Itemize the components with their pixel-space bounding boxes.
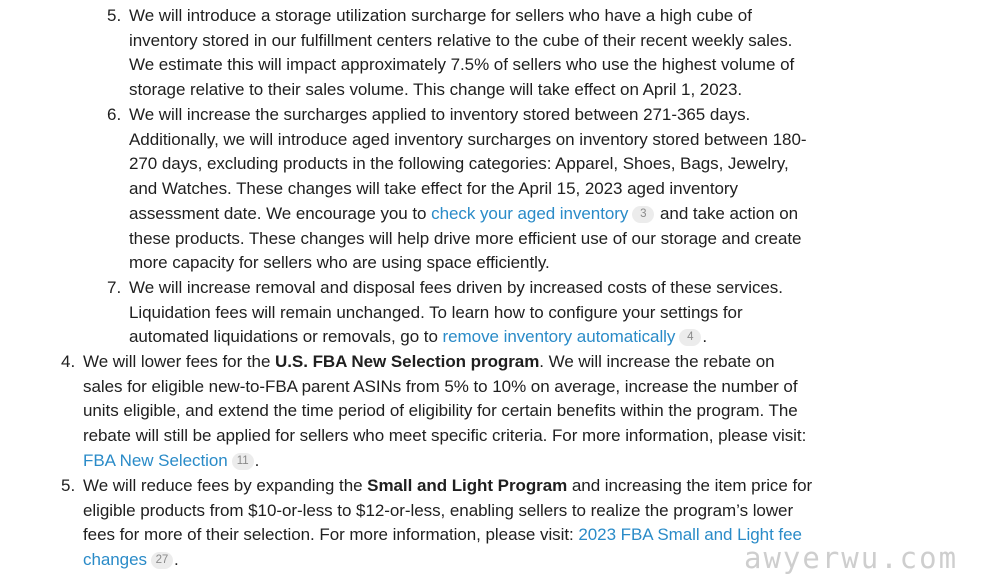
text-line: eligible products from $10-or-less to $12-or-less, enabling sellers to realize the program’s lower <box>83 500 794 520</box>
text-line: these products. These changes will help drive more efficient use of our storage and create <box>129 228 802 248</box>
text-segment: and take action on <box>655 203 799 223</box>
list-item <box>61 474 812 573</box>
text-segment: We will reduce fees by expanding the <box>83 476 368 495</box>
text-line: more capacity for sellers who are using space efficiently. <box>129 253 550 273</box>
list-item-number: 4. <box>61 352 76 371</box>
text-line <box>83 523 812 548</box>
text-line <box>83 474 812 499</box>
program-name: Small and Light Program <box>367 476 568 495</box>
text-segment: We will lower fees for the <box>83 352 276 371</box>
fba-new-selection-link[interactable]: FBA New Selection <box>83 450 228 470</box>
text-segment: . <box>173 550 179 570</box>
text-line <box>129 325 783 350</box>
reference-badge: 27 <box>151 552 173 569</box>
text-line <box>129 202 806 227</box>
text-line: Liquidation fees will remain unchanged. To learn how to configure your settings for <box>129 302 743 322</box>
text-segment: . <box>254 450 260 470</box>
list-item-number: 6. <box>107 105 122 124</box>
text-line: inventory stored in our fulfillment centers relative to the cube of their recent weekly sales. <box>129 30 793 50</box>
list-item <box>61 350 806 474</box>
program-name: U.S. FBA New Selection program <box>275 352 540 371</box>
list-item <box>107 103 806 276</box>
text-segment: assessment date. We encourage you to <box>129 203 432 223</box>
text-segment: automated liquidations or removals, go to <box>129 327 443 347</box>
text-line: We will introduce a storage utilization surcharge for sellers who have a high cube of <box>129 6 752 25</box>
list-item <box>107 276 783 350</box>
reference-badge: 3 <box>632 206 654 223</box>
list-item-body <box>83 350 806 474</box>
check-aged-inventory-link[interactable]: check your aged inventory <box>431 203 629 223</box>
list-item-body <box>129 4 794 103</box>
text-segment: . <box>702 327 708 347</box>
small-and-light-fee-changes-link-continued[interactable]: changes <box>83 550 147 570</box>
text-line <box>83 350 806 375</box>
list-item-body <box>83 474 812 573</box>
text-line: We will increase removal and disposal fees driven by increased costs of these services. <box>129 278 783 297</box>
remove-inventory-automatically-link[interactable]: remove inventory automatically <box>442 327 676 347</box>
text-line: rebate will still be applied for sellers who meet specific criteria. For more information, please visit: <box>83 426 807 446</box>
reference-badge: 4 <box>679 329 701 346</box>
text-line: 270 days, excluding products in the following categories: Apparel, Shoes, Bags, Jewelry, <box>129 154 789 174</box>
reference-badge: 11 <box>232 453 254 470</box>
watermark: awyerwu.com <box>744 541 959 575</box>
list-item <box>107 4 794 103</box>
text-segment: . We will increase the rebate on <box>539 352 775 371</box>
text-line: units eligible, and extend the time period of eligibility for certain benefits within the program. The <box>83 401 798 421</box>
text-line: Additionally, we will introduce aged inventory surcharges on inventory stored between 180- <box>129 129 807 149</box>
list-item-number: 5. <box>107 6 122 25</box>
text-line: storage relative to their sales volume. This change will take effect on April 1, 2023. <box>129 80 743 100</box>
text-line: sales for eligible new-to-FBA parent ASINs from 5% to 10% on average, increase the number of <box>83 376 798 396</box>
text-line: We estimate this will impact approximately 7.5% of sellers who use the highest volume of <box>129 55 795 75</box>
text-segment: and increasing the item price for <box>567 476 813 495</box>
text-line: We will increase the surcharges applied to inventory stored between 271-365 days. <box>129 105 751 124</box>
text-line: and Watches. These changes will take effect for the April 15, 2023 aged inventory <box>129 179 738 199</box>
text-line <box>83 548 812 573</box>
list-item-body <box>129 103 806 276</box>
text-line <box>83 449 806 474</box>
text-segment: fees for more of their selection. For more information, please visit: <box>83 525 579 545</box>
list-item-number: 5. <box>61 476 76 495</box>
list-item-number: 7. <box>107 278 122 297</box>
small-and-light-fee-changes-link[interactable]: 2023 FBA Small and Light fee <box>578 525 802 545</box>
list-item-body <box>129 276 783 350</box>
